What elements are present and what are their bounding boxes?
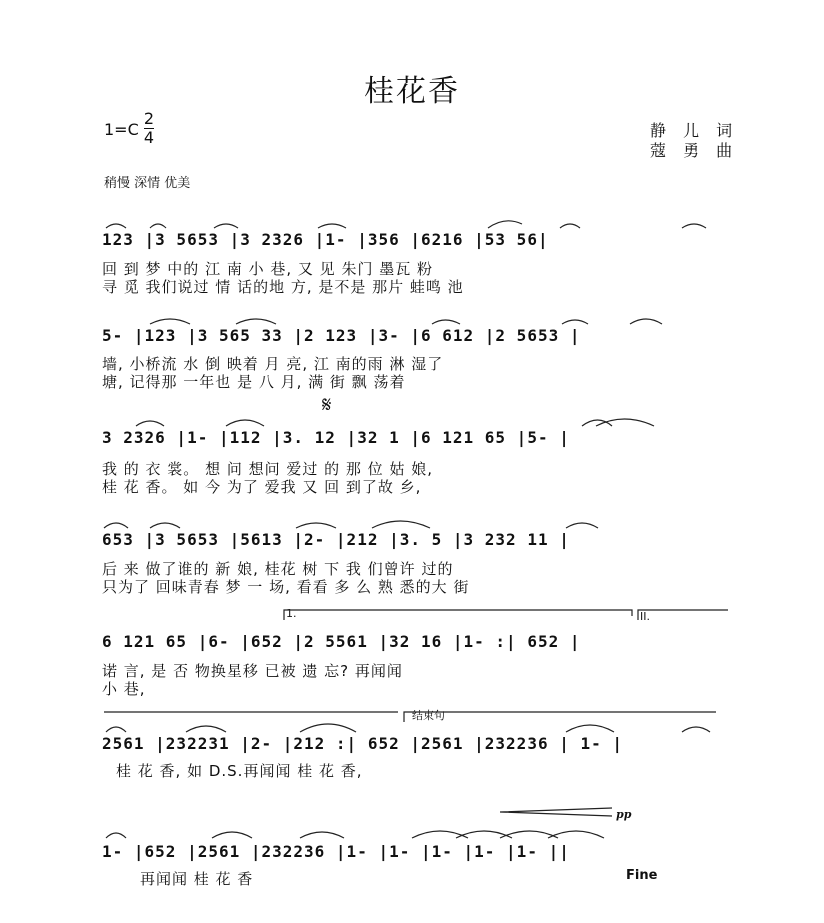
slur (562, 320, 588, 324)
slur (682, 224, 706, 228)
slur (630, 319, 662, 324)
slur (214, 224, 238, 228)
segno-sign: 𝄋 (322, 393, 332, 418)
slur (300, 832, 344, 838)
slur (318, 224, 346, 228)
slur (548, 831, 604, 838)
key-signature: 1=C (104, 120, 139, 139)
system-1-notes: 123 |3 5653 |3 2326 |1- |356 |6216 |53 56| (102, 230, 549, 249)
slur (106, 833, 126, 838)
system-6-lyrics-verse1: 桂 花 香, 如 D.S.再闻闻 桂 花 香, (116, 762, 363, 780)
fine-marking: Fine (626, 868, 658, 883)
system-4-notes: 653 |3 5653 |5613 |2- |212 |3. 5 |3 232 11 | (102, 530, 570, 549)
system-2-lyrics-verse1: 墙, 小桥流 水 倒 映着 月 亮, 江 南的雨 淋 湿了 (102, 355, 444, 373)
system-5-notes: 6 121 65 |6- |652 |2 5561 |32 16 |1- :| 652 | (102, 632, 581, 651)
slur (106, 224, 126, 228)
slur (150, 224, 166, 228)
system-2-lyrics-verse2: 塘, 记得那 一年也 是 八 月, 满 街 飘 荡着 (102, 373, 406, 391)
time-signature (142, 110, 156, 147)
system-2-notes: 5- |123 |3 565 33 |2 123 |3- |6 612 |2 5653 | (102, 326, 581, 345)
slur (500, 831, 558, 838)
page-title: 桂花香 (364, 74, 460, 109)
volta-2-label: II. (640, 610, 650, 623)
system-7-lyrics-verse1: 再闻闻 桂 花 香 (140, 870, 254, 888)
system-3-lyrics-verse1: 我 的 衣 裳。 想 问 想问 爱过 的 那 位 姑 娘, (102, 460, 433, 478)
slur (212, 832, 252, 838)
slur (296, 523, 336, 528)
slur (682, 727, 710, 732)
system-1-lyrics-verse1: 回 到 梦 中的 江 南 小 巷, 又 见 朱门 墨瓦 粉 (102, 260, 433, 278)
slur (300, 724, 356, 732)
slur (566, 725, 614, 732)
system-1-lyrics-verse2: 寻 觅 我们说过 情 话的地 方, 是不是 那片 蛙鸣 池 (102, 278, 464, 296)
slur (432, 320, 460, 324)
lyricist-credit: 静 儿 词 (650, 121, 739, 140)
slur (236, 319, 276, 324)
slur (412, 831, 468, 838)
system-5-lyrics-verse1: 诺 言, 是 否 物换星移 已被 遗 忘? 再闻闻 (102, 662, 403, 680)
system-4-lyrics-verse1: 后 来 做了谁的 新 娘, 桂花 树 下 我 们曾许 过的 (102, 560, 454, 578)
system-4-lyrics-verse2: 只为了 回味青春 梦 一 场, 看看 多 么 熟 悉的大 街 (102, 578, 470, 596)
slur (186, 726, 226, 732)
system-3-lyrics-verse2: 桂 花 香。 如 今 为了 爱我 又 回 到了故 乡, (102, 478, 422, 496)
slur (566, 523, 598, 528)
system-6-notes: 2561 |232231 |2- |212 :| 652 |2561 |232236 | 1- | (102, 734, 624, 753)
volta-1-label: 1. (286, 607, 297, 620)
slur (226, 420, 264, 426)
dynamic-marking: pp (616, 808, 632, 821)
slur (150, 319, 190, 324)
ending-label: 结束句 (412, 709, 445, 722)
system-3-notes: 3 2326 |1- |112 |3. 12 |32 1 |6 121 65 |5- | (102, 428, 570, 447)
volta-1-bracket (284, 610, 632, 620)
time-signature-bottom: 4 (143, 128, 155, 147)
ending-bracket (404, 712, 716, 722)
slur (560, 224, 580, 228)
slur (104, 523, 128, 528)
slur (150, 523, 180, 528)
system-5-lyrics-verse2: 小 巷, (102, 680, 146, 698)
slur (136, 421, 164, 426)
composer-credit: 蔻 勇 曲 (650, 141, 739, 160)
time-signature-top: 2 (143, 109, 155, 128)
slur (488, 221, 522, 228)
slur (106, 727, 126, 732)
slur (582, 420, 612, 426)
system-7-notes: 1- |652 |2561 |232236 |1- |1- |1- |1- |1- || (102, 842, 570, 861)
slur (456, 831, 512, 838)
volta-2-bracket (638, 610, 728, 620)
slur (372, 521, 430, 528)
tempo-marking: 稍慢 深情 优美 (104, 176, 191, 191)
slur (596, 419, 654, 426)
hairpin-diminuendo (500, 808, 612, 816)
